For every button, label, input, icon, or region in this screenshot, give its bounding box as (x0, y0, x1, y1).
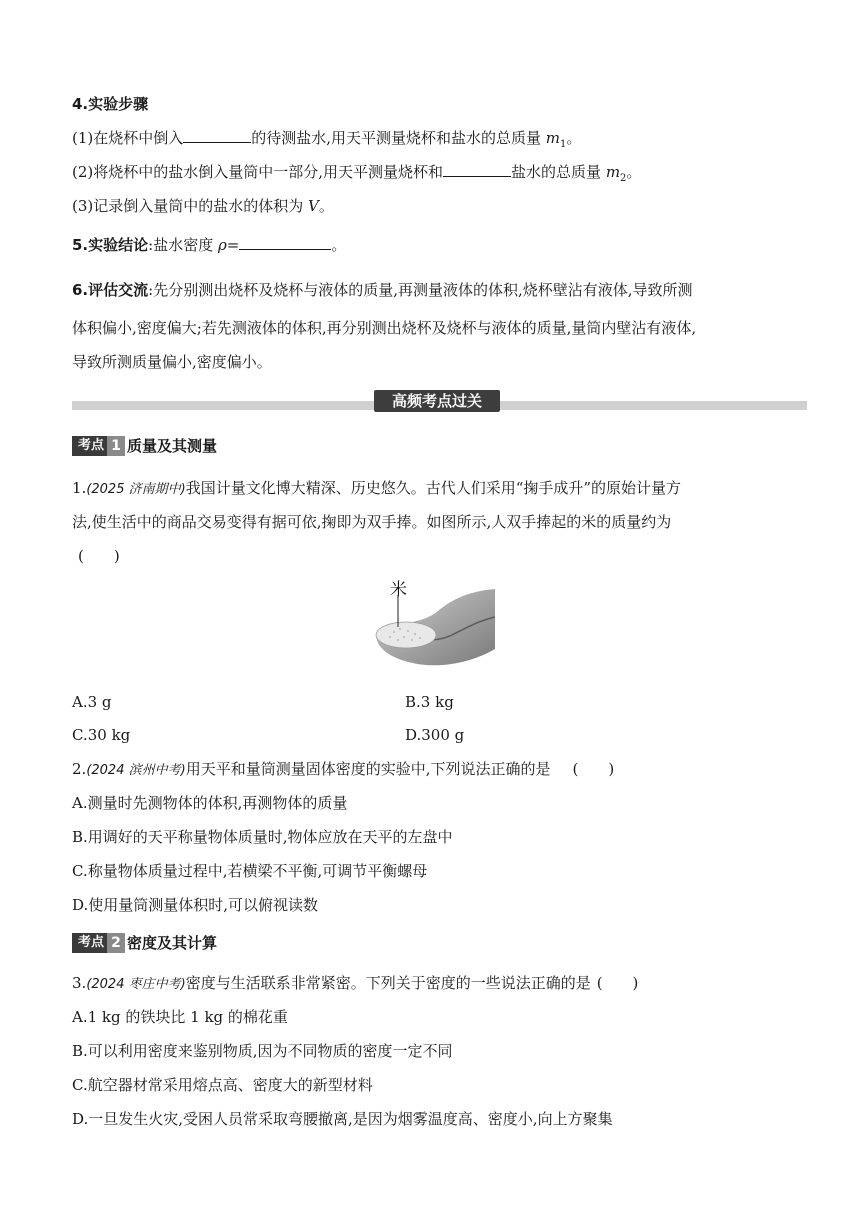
q1-option-b[interactable]: B.3 kg (405, 693, 454, 711)
q2-option-b[interactable]: B.用调好的天平称量物体质量时,物体应放在天平的左盘中 (72, 828, 453, 846)
section-2-heading (72, 932, 217, 953)
q3-source: (2024 枣庄中考) (86, 977, 186, 992)
m1-subscript: 1 (560, 139, 567, 150)
step-3-end: 。 (318, 197, 334, 215)
q3-option-b[interactable]: B.可以利用密度来鉴别物质,因为不同物质的密度一定不同 (72, 1042, 453, 1060)
q1-option-a[interactable]: A.3 g (72, 693, 112, 711)
rho-symbol: ρ (217, 236, 227, 254)
q1-line-1 (72, 478, 681, 500)
q2-text: 用天平和量筒测量固体密度的实验中,下列说法正确的是 (185, 760, 551, 778)
step-1-text-a: (1)在烧杯中倒入 (72, 129, 184, 147)
q3-text: 密度与生活联系非常紧密。下列关于密度的一些说法正确的是 (185, 974, 591, 992)
step-3-text: (3)记录倒入量筒中的盐水的体积为 (72, 197, 309, 215)
section-1-num: 1 (107, 436, 125, 456)
step-2-end: 。 (626, 163, 642, 181)
section-2-title: 密度及其计算 (127, 934, 218, 952)
figure-label-rice: 米 (390, 580, 407, 600)
hands-rice-illustration (360, 577, 495, 672)
q3-number: 3. (72, 974, 87, 992)
blank-2[interactable] (443, 162, 511, 177)
q1-option-c[interactable]: C.30 kg (72, 726, 131, 744)
step-1-end: 。 (566, 129, 582, 147)
section-2-num: 2 (107, 933, 125, 953)
blank-density[interactable] (239, 235, 331, 250)
steps-heading: 4.实验步骤 (72, 95, 149, 113)
conclusion-label: 5.实验结论 (72, 236, 149, 254)
q1-answer-paren[interactable]: ( ) (78, 547, 120, 565)
q3-option-c[interactable]: C.航空器材常采用熔点高、密度大的新型材料 (72, 1076, 373, 1094)
evaluation-line-2: 体积偏小,密度偏大;若先测液体的体积,再分别测出烧杯及烧杯与液体的质量,量筒内壁沾有液体, (72, 319, 697, 337)
conclusion (72, 235, 346, 255)
q2-option-a[interactable]: A.测量时先测物体的体积,再测物体的质量 (72, 794, 348, 812)
section-2-tag: 考点 (72, 933, 107, 953)
step-2-text-b: 盐水的总质量 (511, 163, 606, 181)
q2-number: 2. (72, 760, 87, 778)
q2-stem (72, 759, 614, 781)
m2-symbol: m (605, 163, 621, 181)
section-1-title: 质量及其测量 (127, 437, 218, 455)
evaluation-line-1 (72, 280, 693, 300)
step-2 (72, 162, 641, 189)
v-symbol: V (308, 197, 319, 215)
evaluation-line-3: 导致所测质量偏小,密度偏小。 (72, 353, 272, 371)
q1-line-2: 法,使生活中的商品交易变得有据可依,掬即为双手捧。如图所示,人双手捧起的米的质量约为 (72, 513, 672, 531)
step-2-text-a: (2)将烧杯中的盐水倒入量筒中一部分,用天平测量烧杯和 (72, 163, 444, 181)
q2-answer-paren[interactable]: ( ) (572, 760, 615, 778)
evaluation-label: 6.评估交流 (72, 281, 149, 299)
q2-option-d[interactable]: D.使用量筒测量体积时,可以俯视读数 (72, 896, 319, 914)
q1-source: (2025 济南期中) (86, 482, 186, 497)
m1-symbol: m (545, 129, 561, 147)
rice-heap (376, 622, 436, 648)
q3-option-d[interactable]: D.一旦发生火灾,受困人员常采取弯腰撤离,是因为烟雾温度高、密度小,向上方聚集 (72, 1110, 613, 1128)
section-1-heading (72, 435, 217, 456)
q2-source: (2024 滨州中考) (86, 763, 186, 778)
q1-option-d[interactable]: D.300 g (405, 726, 465, 744)
step-1-text-b: 的待测盐水,用天平测量烧杯和盐水的总质量 (251, 129, 546, 147)
m2-subscript: 2 (620, 173, 627, 184)
conclusion-end: 。 (331, 236, 347, 254)
q3-answer-paren[interactable]: ( ) (596, 974, 639, 992)
q1-text-1: 我国计量文化博大精深、历史悠久。古代人们采用“掬手成升”的原始计量方 (185, 479, 682, 497)
evaluation-text-1: :先分别测出烧杯及烧杯与液体的质量,再测量液体的体积,烧杯壁沾有液体,导致所测 (148, 281, 693, 299)
conclusion-equals: = (226, 236, 240, 254)
step-1 (72, 128, 581, 155)
blank-1[interactable] (183, 128, 251, 143)
step-3 (72, 196, 334, 216)
q3-option-a[interactable]: A.1 kg 的铁块比 1 kg 的棉花重 (72, 1008, 288, 1026)
section-1-tag: 考点 (72, 436, 107, 456)
q2-option-c[interactable]: C.称量物体质量过程中,若横梁不平衡,可调节平衡螺母 (72, 862, 428, 880)
q3-stem (72, 973, 638, 995)
conclusion-text: :盐水密度 (148, 236, 218, 254)
banner-title: 高频考点过关 (374, 390, 500, 412)
q1-number: 1. (72, 479, 87, 497)
